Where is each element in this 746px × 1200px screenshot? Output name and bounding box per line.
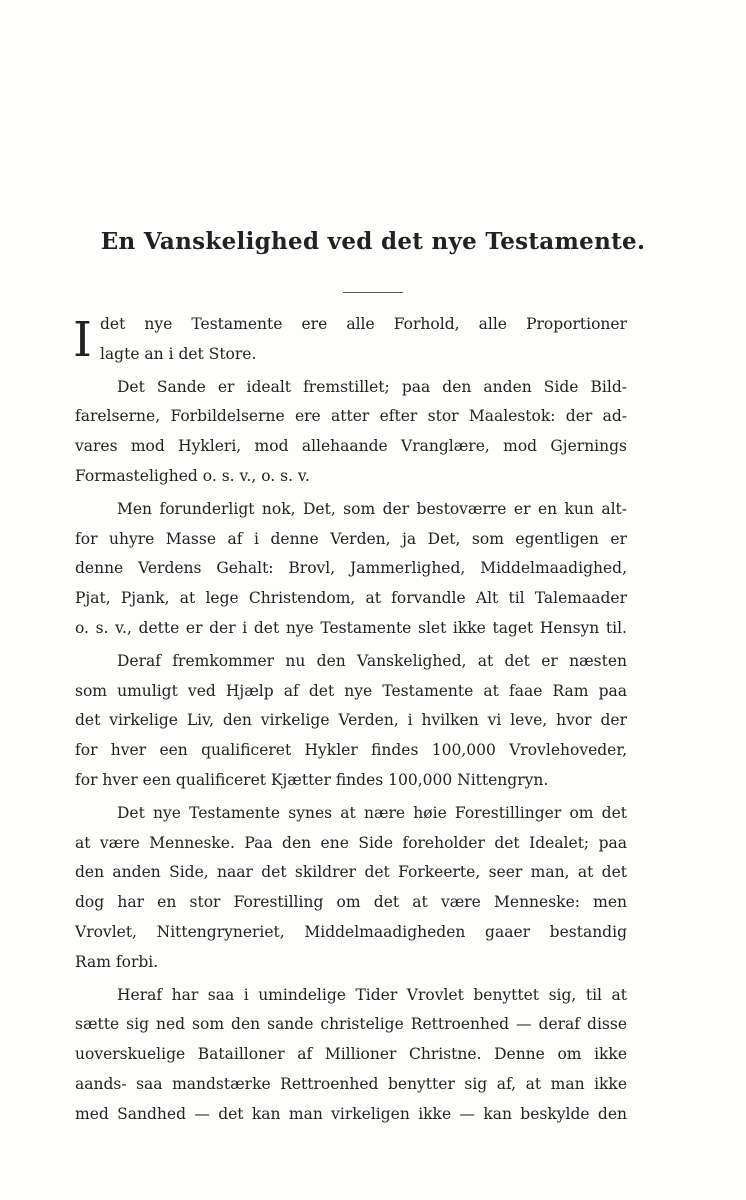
text-line: denne Verdens Gehalt: Brovl, Jammerlighed, Middelmaadighed, xyxy=(75,559,627,578)
paragraph-0 xyxy=(75,310,627,370)
text-line: farelserne, Forbilde͏lserne ere atter efter stor Maalestok: der ad- xyxy=(75,407,627,426)
text-line: Formastelighed o. s. v., o. s. v. xyxy=(75,466,310,485)
text-line: Deraf fremkommer nu den Vanskelighed, at det er næsten xyxy=(117,651,627,670)
text-line: Pjat, Pjank, at lege Christendom, at forvandle Alt til Talemaader xyxy=(75,589,627,608)
paragraph-5 xyxy=(75,981,627,1130)
paragraph-2 xyxy=(75,495,627,644)
text-line: Heraf har saa i umindelige Tider Vrovlet benyttet sig, til at xyxy=(117,985,627,1004)
text-line: med Sandhed — det kan man virkeligen ikke — kan beskylde den xyxy=(75,1104,627,1123)
text-line: Det Sande er idealt fremstillet; paa den anden Side Bild- xyxy=(117,377,627,396)
text-line: uoverskuelige Batailloner af Millioner Christne. Denne om ikke xyxy=(75,1045,627,1064)
title-divider xyxy=(343,292,403,293)
text-line: som umuligt ved Hjælp af det nye Testamente at faae Ram paa xyxy=(75,681,627,700)
text-line: aands- saa mandstærke Rettroenhed benytter sig af, at man ikke xyxy=(75,1074,627,1093)
text-line: for uhyre Masse af i denne Verden, ja Det, som egentligen er xyxy=(75,529,627,548)
paragraph-4 xyxy=(75,799,627,978)
text-line: lagte an i det Store. xyxy=(99,344,257,363)
text-line: den anden Side, naar det skildrer det Forkeerte, seer man, at det xyxy=(75,863,627,882)
text-line: for hver een qualificeret Hykler findes 100,000 Vrovlehoveder, xyxy=(75,741,627,760)
drop-cap: I xyxy=(73,312,92,368)
text-line: dog har en stor Forestilling om det at være Menneske: men xyxy=(75,893,627,912)
text-line: for hver een qualificeret Kjætter findes 100,000 Nittengryn. xyxy=(75,770,549,789)
text-line: det virkelige Liv, den virkelige Verden, i hvilken vi leve, hvor der xyxy=(75,711,627,730)
page-title: En Vanskelighed ved det nye Testamente. xyxy=(100,228,646,255)
text-line: Vrovlet, Nittengryneriet, Middelmaadigheden gaaer bestandig xyxy=(75,922,627,941)
text-line: sætte sig ned som den sande christelige Rettroenhed — deraf disse xyxy=(75,1015,627,1034)
text-line: vares mod Hykleri, mod allehaande Vranglære, mod Gjernings xyxy=(75,437,627,456)
paragraph-3 xyxy=(75,647,627,796)
text-line: det nye Testamente ere alle Forhold, alle Proportioner xyxy=(99,315,627,333)
text-line: o. s. v., dette er der i det nye Testamente slet ikke taget Hensyn til. xyxy=(75,618,627,637)
text-line: Det nye Testamente synes at nære høie Forestillinger om det xyxy=(117,803,627,822)
paragraph-1 xyxy=(75,373,627,492)
text-line: at være Menneske. Paa den ene Side foreholder det Idealet; paa xyxy=(75,833,627,852)
body-text xyxy=(75,310,627,1133)
text-line: Men forunderligt nok, Det, som der bestoværre er en kun alt- xyxy=(117,499,627,518)
text-line: Ram forbi. xyxy=(75,952,159,971)
